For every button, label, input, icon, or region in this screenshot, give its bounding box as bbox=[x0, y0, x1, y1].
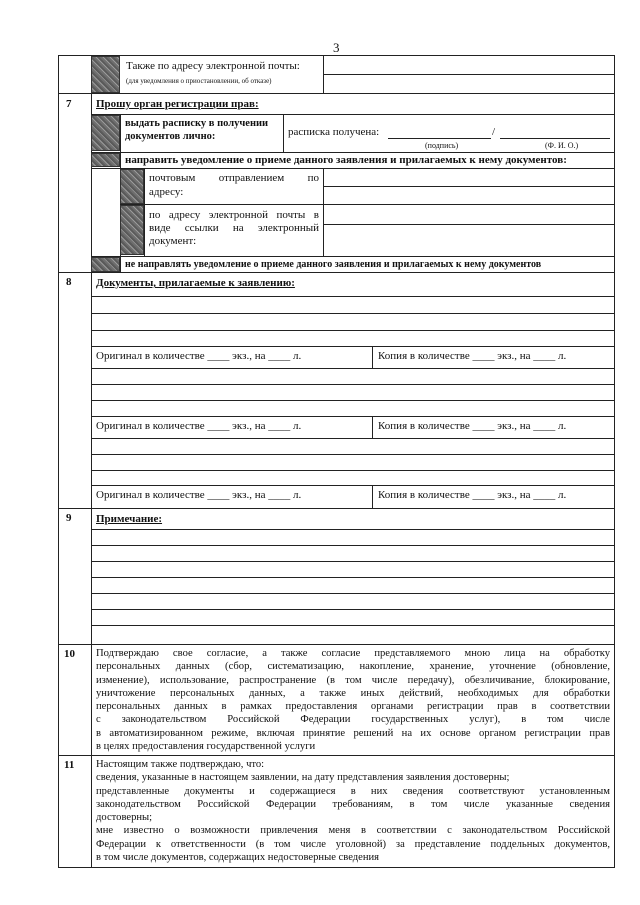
section-7-title: Прошу орган регистрации прав: bbox=[96, 98, 259, 110]
section-8-number: 8 bbox=[66, 276, 72, 288]
receipt-fio-caption: (Ф. И. О.) bbox=[545, 141, 579, 150]
original-count-1: Оригинал в количестве ____ экз., на ____ л. bbox=[96, 350, 302, 362]
copy-count-1: Копия в количестве ____ экз., на ____ л. bbox=[378, 350, 567, 362]
confirmation-line: Федерации к ответственности (в том числе уголовной) за представление поддельных документов, bbox=[96, 838, 610, 850]
consent-line: с законодательством Российской Федерации государственных услуг), в том числе bbox=[96, 714, 610, 726]
consent-line: Подтверждаю свое согласие, а также согласие представляемого мною лица на обработку bbox=[96, 648, 610, 659]
original-count-3: Оригинал в количестве ____ экз., на ____ л. bbox=[96, 489, 302, 501]
original-count-2: Оригинал в количестве ____ экз., на ____ л. bbox=[96, 420, 302, 432]
receipt-fio-line[interactable] bbox=[500, 138, 610, 139]
consent-line: уничтожение персональных данных, а также иных действий, необходимых для обработки bbox=[96, 687, 610, 699]
confirmation-line: сведения, указанные в настоящем заявлении, на дату представления заявления достоверны; bbox=[96, 772, 510, 784]
receipt-option: выдать расписку в получении документов лично: bbox=[125, 118, 269, 142]
confirmation-text bbox=[96, 758, 610, 864]
section-8 bbox=[58, 272, 615, 509]
postal-line-1: почтовым отправлением по bbox=[149, 172, 319, 184]
consent-line: в автоматизированном режиме, включая принятие решений на их основе органом регистрации прав bbox=[96, 727, 610, 739]
receipt-slash: / bbox=[492, 126, 496, 138]
section-11-number: 11 bbox=[64, 759, 75, 771]
notify-option: направить уведомление о приеме данного заявления и прилагаемых к нему документов: bbox=[125, 154, 567, 166]
email-line-1: по адресу электронной почты в bbox=[149, 209, 319, 221]
section-9-number: 9 bbox=[66, 512, 72, 524]
page-number: 3 bbox=[333, 40, 340, 55]
email-label: Также по адресу электронной почты: bbox=[126, 60, 300, 72]
consent-line: в целях предоставления государственной услуги bbox=[96, 741, 316, 753]
confirmation-line: в том числе документов, содержащих недостоверные сведения bbox=[96, 852, 380, 864]
consent-text bbox=[96, 647, 610, 753]
consent-line: персональных данных (сбор, систематизацию, накопление, хранение, уточнение (обновление, bbox=[96, 661, 610, 673]
section-10-number: 10 bbox=[64, 648, 75, 660]
section-9-title: Примечание: bbox=[96, 513, 163, 525]
copy-count-3: Копия в количестве ____ экз., на ____ л. bbox=[378, 489, 567, 501]
notify-checkbox[interactable] bbox=[91, 153, 120, 167]
email-link-checkbox[interactable] bbox=[120, 205, 144, 255]
email-line-3: документ: bbox=[149, 235, 197, 247]
confirmation-line: законодательством Российской Федерации требованиям, в том числе указанные сведения bbox=[96, 798, 610, 810]
consent-line: изменение), использование, распространение (в том числе передачу), обезличивание, блокирование, bbox=[96, 674, 610, 686]
consent-line: персональных данных в рамках предоставления органами регистрации прав в соответствии bbox=[96, 701, 610, 713]
copy-count-2: Копия в количестве ____ экз., на ____ л. bbox=[378, 420, 567, 432]
section-8-title: Документы, прилагаемые к заявлению: bbox=[96, 277, 295, 289]
confirmation-line: достоверны; bbox=[96, 812, 153, 824]
postal-checkbox[interactable] bbox=[120, 169, 144, 204]
receipt-signature-caption: (подпись) bbox=[425, 141, 459, 150]
email-checkbox[interactable] bbox=[91, 56, 120, 93]
confirmation-line: Настоящим также подтверждаю, что: bbox=[96, 759, 265, 770]
section-7-number: 7 bbox=[66, 98, 72, 110]
no-notify-option: не направлять уведомление о приеме данного заявления и прилагаемых к нему документов bbox=[125, 259, 542, 270]
confirmation-line: мне известно о возможности привлечения меня в соответствии с законодательством Российской bbox=[96, 825, 610, 837]
postal-line-2: адресу: bbox=[149, 186, 184, 198]
receipt-checkbox[interactable] bbox=[91, 115, 120, 151]
email-line-2: виде ссылки на электронный bbox=[149, 222, 319, 234]
email-note: (для уведомления о приостановлении, об отказе) bbox=[126, 77, 272, 85]
no-notify-checkbox[interactable] bbox=[91, 257, 120, 272]
confirmation-line: представленные документы и содержащиеся в них сведения соответствуют установленным bbox=[96, 785, 610, 797]
receipt-signature-line[interactable] bbox=[388, 138, 491, 139]
receipt-received-label: расписка получена: bbox=[288, 126, 380, 138]
